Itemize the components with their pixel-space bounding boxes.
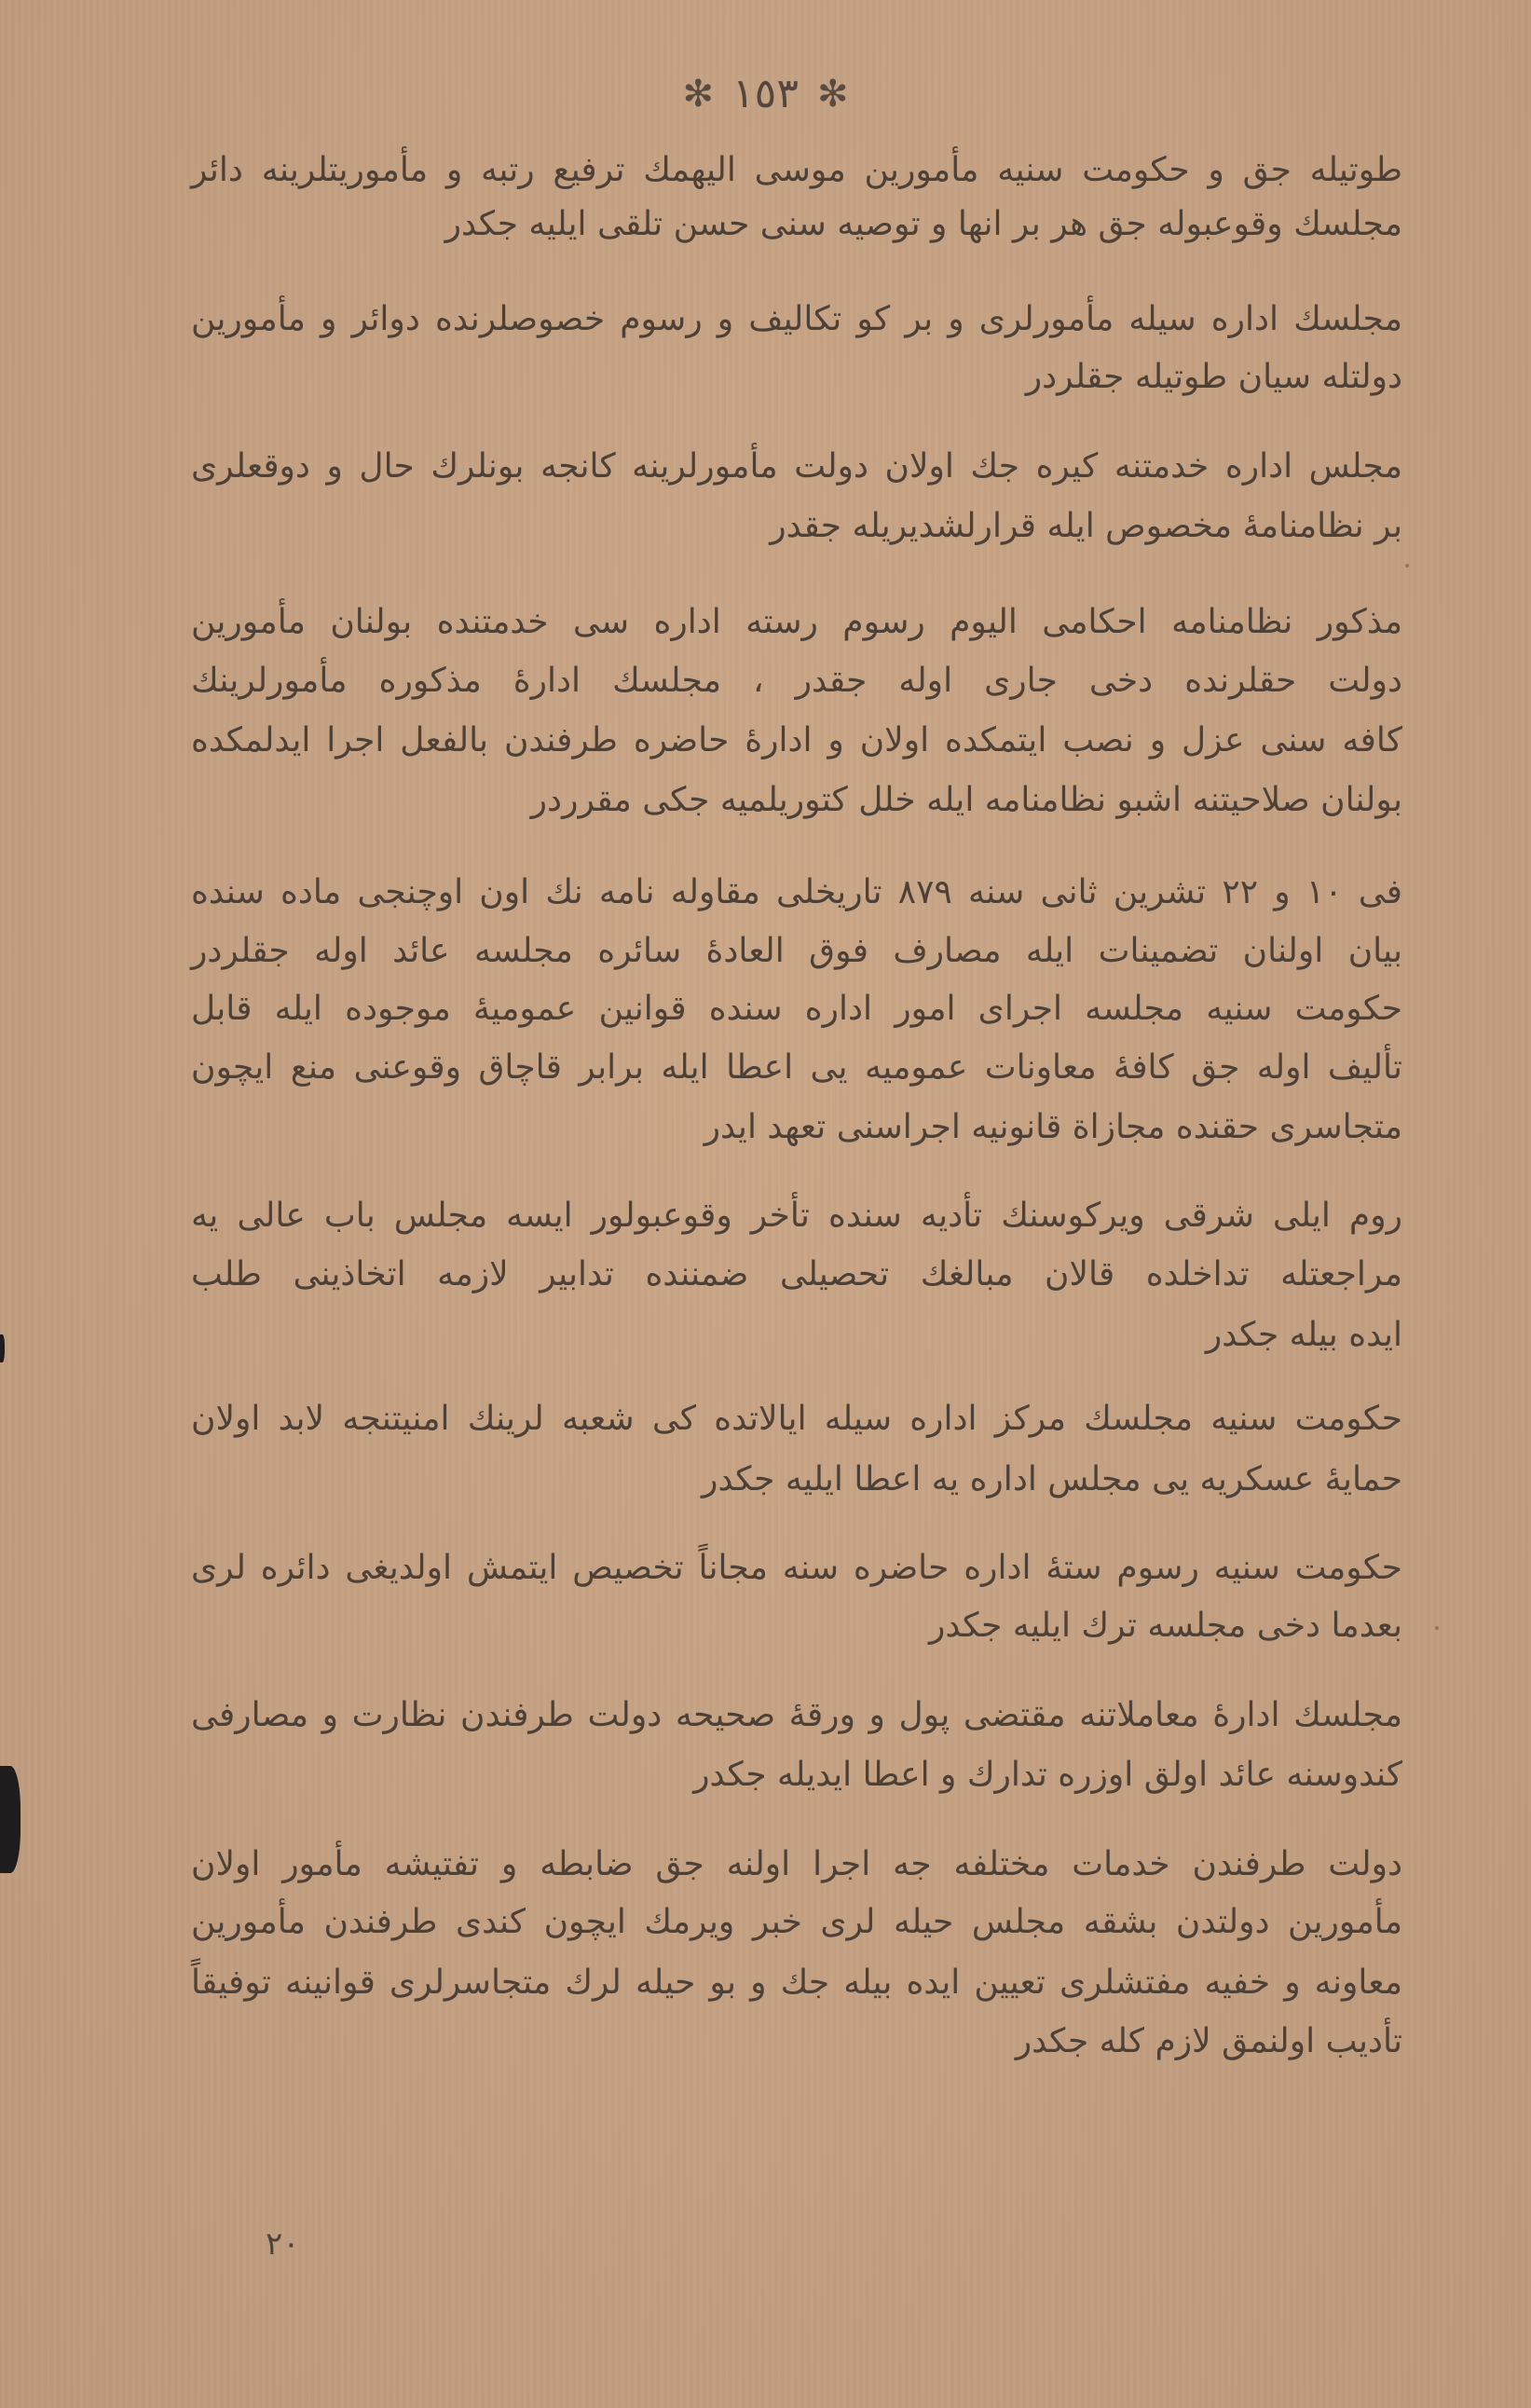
text-line: مأمورین دولتدن بشقه مجلس حیله لری خبر ویرمك ایچون کندی طرفندن مأمورین bbox=[191, 1903, 1402, 1941]
text-line: ایده بیله جکدر bbox=[1205, 1316, 1402, 1354]
text-line: حکومت سنیه رسوم ستهٔ اداره حاضره سنه مجاناً تخصیص ایتمش اولدیغی دائره لری bbox=[191, 1549, 1402, 1587]
text-line: تأدیب اولنمق لازم کله جکدر bbox=[1015, 2022, 1402, 2060]
text-line: تألیف اوله جق کافهٔ معاونات عمومیه یی اعطا ایله برابر قاچاق وقوعنی منع ایچون bbox=[191, 1048, 1402, 1087]
text-line: فی ١٠ و ٢٢ تشرین ثانی سنه ٨٧٩ تاریخلی مقاوله نامه نك اون اوچنجی ماده سنده bbox=[191, 873, 1402, 911]
text-line: بولنان صلاحیتنه اشبو نظامنامه ایله خلل کتوریلمیه جکی مقرردر bbox=[530, 781, 1402, 819]
text-line: متجاسری حقنده مجازاة قانونیه اجراسنی تعهد ایدر bbox=[704, 1108, 1402, 1146]
signature-mark: ٢٠ bbox=[266, 2225, 300, 2263]
text-line: طوتیله جق و حکومت سنیه مأمورین موسی الیهمك ترفیع رتبه و مأموریتلرینه دائر bbox=[191, 151, 1402, 189]
text-line: مجلس اداره خدمتنه کیره جك اولان دولت مأمورلرینه کانجه بونلرك حال و دوقعلری bbox=[191, 447, 1402, 486]
text-line: کافه سنی عزل و نصب ایتمکده اولان و ادارهٔ حاضره طرفندن بالفعل اجرا ایدلمکده bbox=[191, 721, 1402, 759]
ornament-star-icon: ✻ bbox=[816, 72, 849, 116]
text-line: بر نظامنامهٔ مخصوص ایله قرارلشدیریله جقدر bbox=[770, 507, 1402, 545]
text-line: کندوسنه عائد اولق اوزره تدارك و اعطا ایدیله جکدر bbox=[693, 1756, 1402, 1794]
text-line: حکومت سنیه مجلسك مرکز اداره سیله ایالاتده کی شعبه لرینك امنیتنجه لابد اولان bbox=[191, 1400, 1402, 1438]
text-line: حکومت سنیه مجلسه اجرای امور اداره سنده قوانین عمومیهٔ موجوده ایله قابل bbox=[191, 990, 1402, 1028]
page-header bbox=[0, 63, 1531, 122]
text-line: بیان اولنان تضمینات ایله مصارف فوق العادهٔ سائره مجلسه عائد اوله جقلردر bbox=[191, 932, 1402, 970]
binding-mark bbox=[0, 1766, 21, 1873]
text-line: مجلسك اداره سیله مأمورلری و بر کو تکالیف و رسوم خصوصلرنده دوائر و مأمورین bbox=[191, 300, 1402, 338]
text-line: دولت حقلرنده دخی جاری اوله جقدر ، مجلسك ادارهٔ مذکوره مأمورلرینك bbox=[191, 662, 1402, 700]
paper-speck bbox=[1435, 1626, 1439, 1630]
ornament-star-icon: ✻ bbox=[682, 72, 715, 116]
text-line: مراجعتله تداخلده قالان مبالغك تحصیلی ضمننده تدابیر لازمه اتخاذینی طلب bbox=[191, 1255, 1402, 1293]
binding-mark bbox=[0, 1334, 5, 1362]
text-line: بعدما دخی مجلسه ترك ایلیه جکدر bbox=[929, 1607, 1402, 1645]
text-line: مذکور نظامنامه احکامی الیوم رسوم رسته اداره سی خدمتنده بولنان مأمورین bbox=[191, 603, 1402, 641]
text-line: دولت طرفندن خدمات مختلفه جه اجرا اولنه جق ضابطه و تفتیشه مأمور اولان bbox=[191, 1845, 1402, 1883]
page-number: ١٥٣ bbox=[732, 69, 799, 117]
text-line: مجلسك ادارهٔ معاملاتنه مقتضی پول و ورقهٔ صحیحه دولت طرفندن نظارت و مصارفی bbox=[191, 1696, 1402, 1734]
text-line: دولتله سیان طوتیله جقلردر bbox=[1025, 358, 1402, 396]
text-line: مجلسك وقوعبوله جق هر بر انها و توصیه سنی حسن تلقی ایلیه جکدر bbox=[444, 205, 1402, 243]
text-line: معاونه و خفیه مفتشلری تعیین ایده بیله جك و بو حیله لرك متجاسرلری قوانینه توفیقاً bbox=[191, 1963, 1402, 2002]
text-line: روم ایلی شرقی ویرکوسنك تأدیه سنده تأخر وقوعبولور ایسه مجلس باب عالی یه bbox=[191, 1197, 1402, 1235]
paper-speck bbox=[1405, 564, 1409, 568]
text-line: حمایهٔ عسکریه یی مجلس اداره یه اعطا ایلیه جکدر bbox=[701, 1460, 1402, 1498]
